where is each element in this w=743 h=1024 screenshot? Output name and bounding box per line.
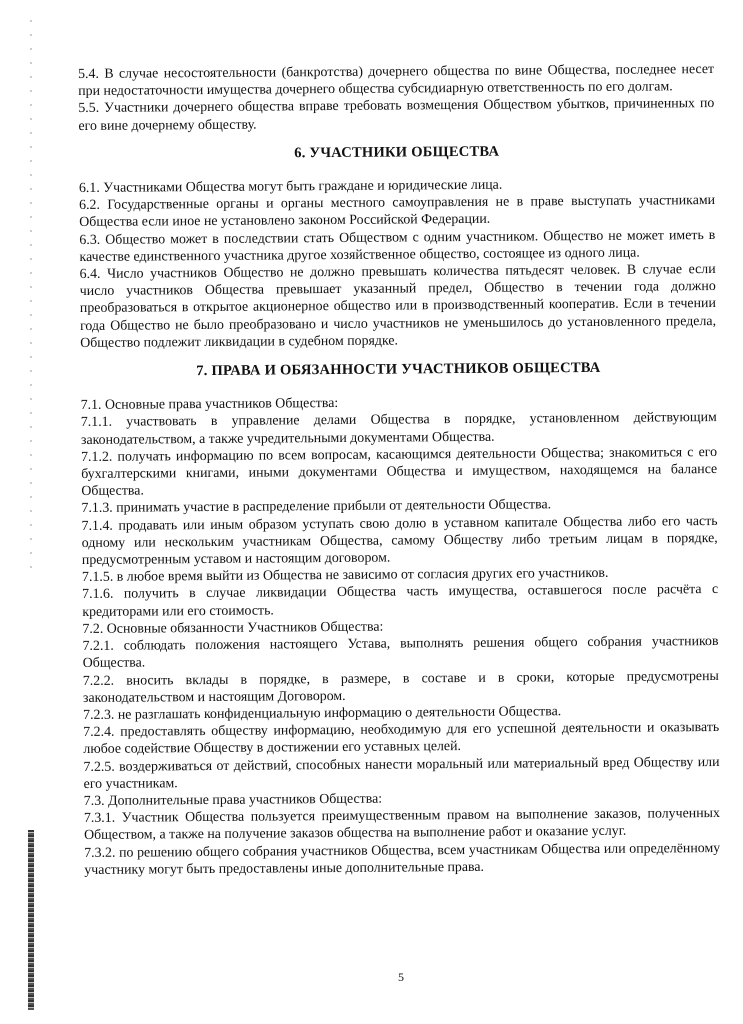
paragraph-6-4: 6.4. Число участников Общество не должно превышать количества пятьдесят человек. В случае если число участников Общества превышает указанный предел, Общество в течении года должно преобразоваться в открытое акционерное общество или в производственный кооператив. Если в течении года Общество не было преобразовано и число участников не уменьшилось до установленного предела, Общество подлежит ликвидации в судебном порядке. — [79, 262, 717, 351]
paragraph-7-1: 7.1. Основные права участников Общества: — [80, 396, 339, 414]
paragraph-7-1-1: 7.1.1. участвовать в управление делами Общества в порядке, установленном действующим законодательством, а также учредительными документами Общества. — [80, 410, 717, 448]
paragraph-6-3: 6.3. Общество может в последствии стать Обществом с одним участником. Общество не может иметь в качестве единственного участника другое хозяйственное общество, состоящее из одного лица. — [79, 227, 716, 265]
paragraph-5-5: 5.5. Участники дочернего общества вправе требовать возмещения Обществом убытков, причиненных по его вине дочернему обществу. — [78, 96, 715, 134]
paragraph-6-2: 6.2. Государственные органы и органы местного самоуправления не в праве выступать участниками Общества если иное не установлено законом Российской Федерации. — [79, 193, 716, 231]
section-6 — [79, 142, 717, 352]
scan-edge — [0, 0, 46, 1024]
paragraph-7-1-2: 7.1.2. получать информацию по всем вопросам, касающимся деятельности Общества; знакомиться с его бухгалтерскими книгами, иными документами Общества и имуществом, находящемся на балансе Общества. — [81, 444, 718, 500]
paragraph-7-2-3: 7.2.3. не разглашать конфиденциальную информацию о деятельности Общества. — [83, 704, 562, 723]
paragraph-7-1-6: 7.1.6. получить в случае ликвидации Общества часть имущества, оставшегося после расчёта с кредиторами или его стоимость. — [82, 582, 719, 620]
paragraph-7-1-4: 7.1.4. продавать или иным образом уступать свою долю в уставном капитале Общества либо его часть одному или нескольким участникам Общества, самому Обществу либо третьим лицам в порядке, предусмотренным уставом и настоящим договором. — [81, 513, 718, 569]
paragraph-7-2: 7.2. Основные обязанности Участников Общества: — [82, 619, 384, 637]
binding-holes — [30, 20, 32, 580]
scanner-artifact — [28, 830, 34, 1010]
section-7 — [80, 359, 720, 879]
document-page — [78, 61, 720, 879]
paragraph-7-1-5: 7.1.5. в любое время выйти из Общества не зависимо от согласия других его участников. — [81, 566, 609, 586]
section-5-continued — [78, 61, 715, 135]
section-heading: 6. УЧАСТНИКИ ОБЩЕСТВА — [294, 143, 500, 162]
paragraph-7-2-2: 7.2.2. вносить вклады в порядке, в размере, в составе и в сроки, которые предусмотрены законодательством и настоящим Договором. — [82, 668, 719, 706]
paragraph-7-2-5: 7.2.5. воздерживаться от действий, способных нанести моральный или материальный вред Обществу или его участникам. — [83, 754, 720, 792]
paragraph-7-2-4: 7.2.4. предоставлять обществу информацию, необходимую для его успешной деятельности и оказывать любое содействие Обществу в достижении его уставных целей. — [83, 720, 720, 758]
paragraph-7-3: 7.3. Дополнительные права участников Общества: — [83, 791, 383, 809]
page-number: 5 — [398, 970, 404, 984]
paragraph-7-2-1: 7.2.1. соблюдать положения настоящего Устава, выполнять решения общего собрания участников Общества. — [82, 634, 719, 672]
paragraph-7-3-2: 7.3.2. по решению общего собрания участников Общества, всем участникам Общества или определённому участнику могут быть предоставлены иные дополнительные права. — [84, 840, 721, 878]
paragraph-7-3-1: 7.3.1. Участник Общества пользуется преимущественным правом на выполнение заказов, полученных Обществом, а также на получение заказов общества на выполнение работ и оказание услуг. — [83, 806, 720, 844]
paragraph-7-1-3: 7.1.3. принимать участие в распределение прибыли от деятельности Общества. — [81, 497, 552, 517]
paragraph-5-4: 5.4. В случае несостоятельности (банкротства) дочернего общества по вине Общества, последнее несет при недостаточности имущества дочернего общества субсидиарную ответственность по его долгам. — [78, 62, 715, 100]
paragraph-6-1: 6.1. Участниками Общества могут быть граждане и юридические лица. — [78, 177, 503, 197]
section-heading: 7. ПРАВА И ОБЯЗАННОСТИ УЧАСТНИКОВ ОБЩЕСТВА — [196, 359, 601, 380]
